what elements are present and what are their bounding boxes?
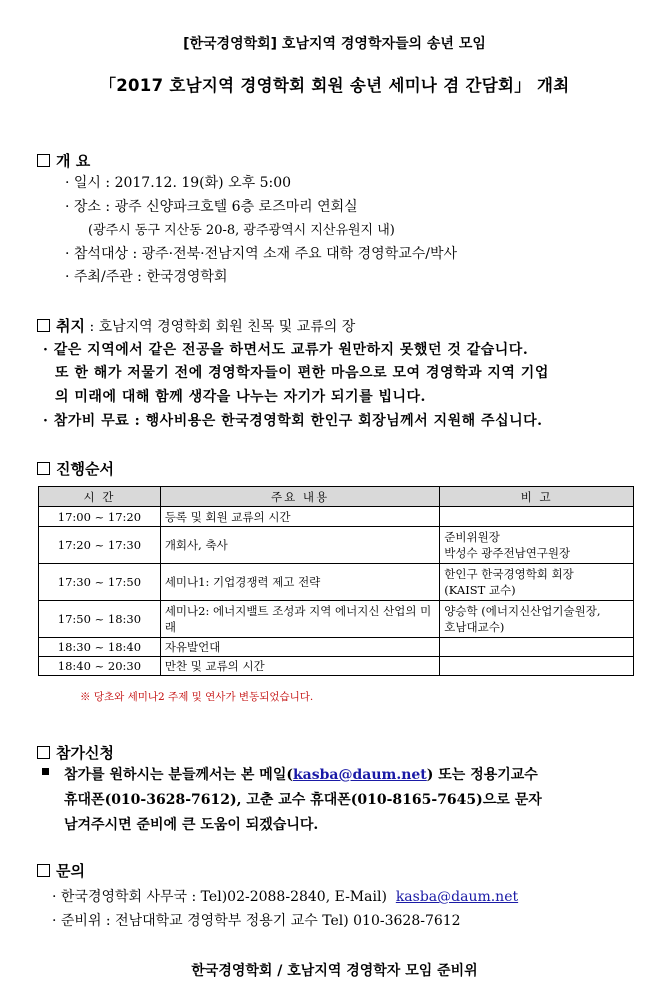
column-header-time: 시 간 bbox=[39, 487, 161, 507]
overview-venue-address: (광주시 동구 지산동 20-8, 광주광역시 지산유원지 내) bbox=[88, 223, 395, 238]
purpose-line-1: · 같은 지역에서 같은 전공을 하면서도 교류가 원만하지 못했던 것 같습니다. bbox=[43, 342, 529, 358]
time-cell: 17:20 ~ 17:30 bbox=[39, 527, 161, 564]
registration-email-link[interactable]: kasba@daum.net bbox=[292, 767, 427, 783]
schedule-header-row bbox=[39, 487, 634, 507]
document-subtitle: [한국경영학회] 호남지역 경영학자들의 송년 모임 bbox=[183, 36, 486, 52]
note-cell bbox=[440, 657, 634, 676]
checkbox-square-icon bbox=[37, 154, 50, 167]
purpose-heading: 취지 : 호남지역 경영학회 회원 친목 및 교류의 장 bbox=[37, 315, 355, 336]
document-title: 「2017 호남지역 경영학회 회원 송년 세미나 겸 간담회」 개최 bbox=[99, 76, 570, 95]
overview-attendees: · 참석대상 : 광주·전북·전남지역 소재 주요 대학 경영학교수/박사 bbox=[65, 246, 458, 262]
schedule-heading: 진행순서 bbox=[37, 458, 114, 479]
overview-date: · 일시 : 2017.12. 19(화) 오후 5:00 bbox=[65, 175, 292, 191]
checkbox-square-icon bbox=[37, 746, 50, 759]
note-cell: 한인구 한국경영학회 회장 (KAIST 교수) bbox=[440, 564, 634, 601]
purpose-summary: : 호남지역 경영학회 회원 친목 및 교류의 장 bbox=[89, 319, 356, 335]
overview-venue: · 장소 : 광주 신양파크호텔 6층 로즈마리 연회실 bbox=[65, 199, 358, 215]
bullet-square-icon bbox=[42, 768, 49, 775]
contact-line-1: · 한국경영학회 사무국 : Tel)02-2088-2840, E-Mail) kasba@daum.net bbox=[52, 889, 519, 905]
registration-heading: 참가신청 bbox=[37, 742, 114, 763]
column-header-note: 비 고 bbox=[440, 487, 634, 507]
contact-email-link[interactable]: kasba@daum.net bbox=[395, 889, 519, 905]
purpose-line-3: 의 미래에 대해 함께 생각을 나누는 자기가 되기를 빕니다. bbox=[55, 389, 426, 405]
note-cell: 준비위원장 박성수 광주전남연구원장 bbox=[440, 527, 634, 564]
purpose-line-4: · 참가비 무료 : 행사비용은 한국경영학회 한인구 회장님께서 지원해 주십니다. bbox=[43, 413, 543, 429]
note-cell: 양승학 (에너지신산업기술원장, 호남대교수) bbox=[440, 601, 634, 638]
time-cell: 17:00 ~ 17:20 bbox=[39, 507, 161, 527]
time-cell: 17:50 ~ 18:30 bbox=[39, 601, 161, 638]
content-cell: 등록 및 회원 교류의 시간 bbox=[160, 507, 439, 527]
content-cell: 자유발언대 bbox=[160, 638, 439, 657]
note-cell bbox=[440, 507, 634, 527]
time-cell: 17:30 ~ 17:50 bbox=[39, 564, 161, 601]
purpose-line-2: 또 한 해가 저물기 전에 경영학자들이 편한 마음으로 모여 경영학과 지역 기업 bbox=[55, 365, 549, 381]
note-cell bbox=[440, 638, 634, 657]
registration-line-1: 참가를 원하시는 분들께서는 본 메일(kasba@daum.net) 또는 정용기교수 bbox=[64, 767, 538, 783]
table-row bbox=[39, 657, 634, 676]
schedule-table bbox=[38, 486, 634, 676]
content-cell: 세미나2: 에너지밸트 조성과 지역 에너지신 산업의 미래 bbox=[160, 601, 439, 638]
registration-line-3: 남겨주시면 준비에 큰 도움이 되겠습니다. bbox=[64, 817, 319, 833]
schedule-footnote: ※ 당초와 세미나2 주제 및 연사가 변동되었습니다. bbox=[80, 691, 314, 703]
table-row bbox=[39, 638, 634, 657]
table-row bbox=[39, 564, 634, 601]
checkbox-square-icon bbox=[37, 462, 50, 475]
checkbox-square-icon bbox=[37, 319, 50, 332]
table-row bbox=[39, 601, 634, 638]
content-cell: 개회사, 축사 bbox=[160, 527, 439, 564]
content-cell: 만찬 및 교류의 시간 bbox=[160, 657, 439, 676]
contact-line-2: · 준비위 : 전남대학교 경영학부 정용기 교수 Tel) 010-3628-7612 bbox=[52, 913, 461, 929]
table-row bbox=[39, 527, 634, 564]
overview-host: · 주최/주관 : 한국경영학회 bbox=[65, 269, 228, 285]
content-cell: 세미나1: 기업경쟁력 제고 전략 bbox=[160, 564, 439, 601]
time-cell: 18:30 ~ 18:40 bbox=[39, 638, 161, 657]
table-row bbox=[39, 507, 634, 527]
checkbox-square-icon bbox=[37, 864, 50, 877]
time-cell: 18:40 ~ 20:30 bbox=[39, 657, 161, 676]
column-header-content: 주요 내용 bbox=[160, 487, 439, 507]
overview-heading: 개 요 bbox=[37, 150, 90, 171]
contact-heading: 문의 bbox=[37, 860, 85, 881]
registration-line-2: 휴대폰(010-3628-7612), 고춘 교수 휴대폰(010-8165-7645)으로 문자 bbox=[64, 792, 542, 808]
footer-organizer: 한국경영학회 / 호남지역 경영학자 모임 준비위 bbox=[191, 963, 478, 979]
